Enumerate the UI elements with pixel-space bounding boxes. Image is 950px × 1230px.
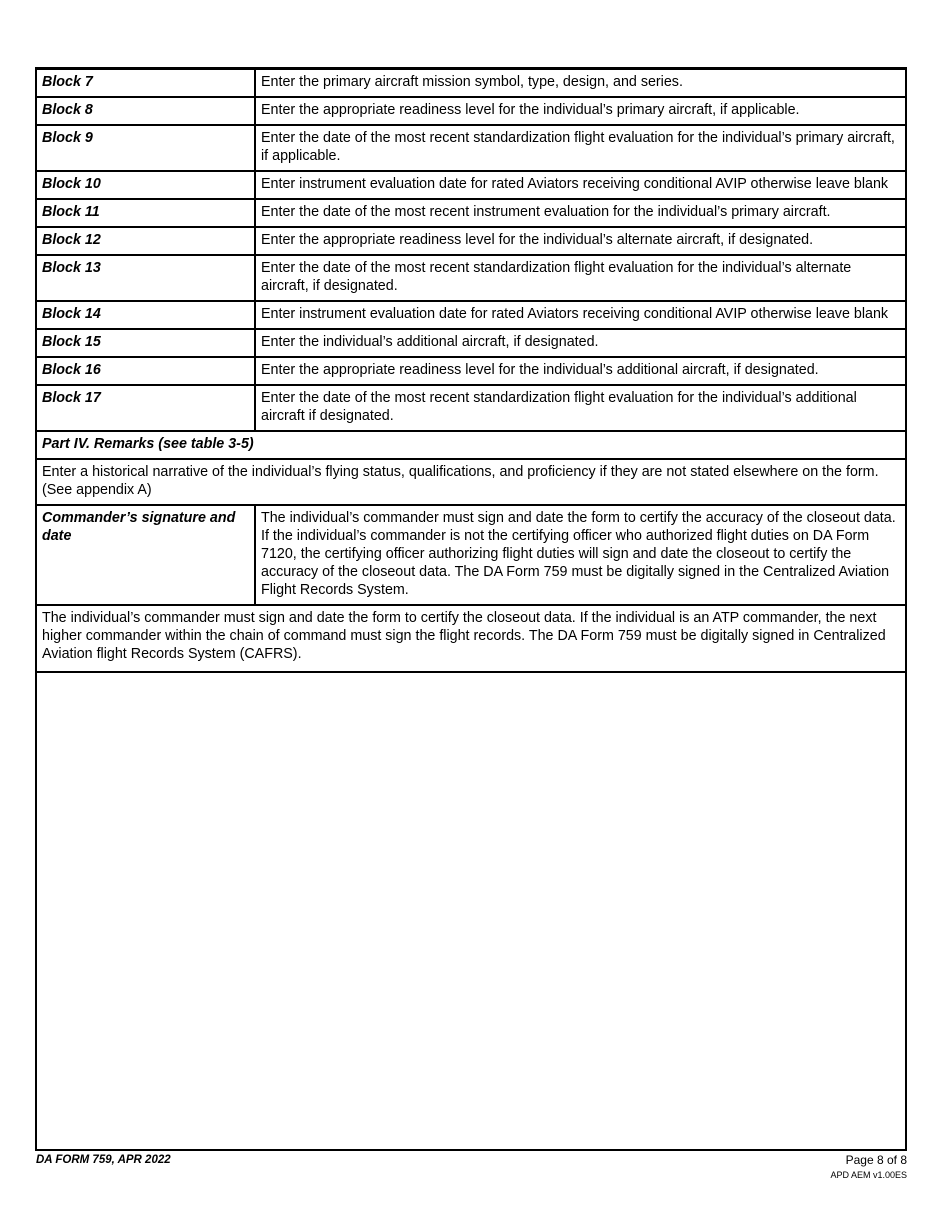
block-description: Enter the appropriate readiness level for the individual’s alternate aircraft, if designated. [255, 227, 905, 255]
block-label: Block 10 [37, 171, 255, 199]
commander-text: The individual’s commander must sign and date the form to certify the accuracy of the closeout data. If the individual’s commander is not the certifying officer who authorized flight duties on DA Form 7120, the certifying officer authorizing flight duties will sign and date the closeout to certify the accuracy of the closeout data. The DA Form 759 must be digitally signed in the Centralized Aviation Flight Records System. [255, 505, 905, 605]
block-label: Block 13 [37, 255, 255, 301]
block-description: Enter the individual’s additional aircraft, if designated. [255, 329, 905, 357]
block-row [37, 97, 905, 125]
block-label: Block 8 [37, 97, 255, 125]
instruction-rows-body [37, 70, 905, 672]
block-description: Enter the primary aircraft mission symbol, type, design, and series. [255, 70, 905, 97]
block-label: Block 9 [37, 125, 255, 171]
block-label: Block 17 [37, 385, 255, 431]
remarks-heading: Part IV. Remarks (see table 3-5) [37, 431, 905, 459]
block-label: Block 12 [37, 227, 255, 255]
block-label: Block 15 [37, 329, 255, 357]
block-row [37, 301, 905, 329]
block-label: Block 16 [37, 357, 255, 385]
remarks-text: Enter a historical narrative of the individual’s flying status, qualifications, and proficiency if they are not stated elsewhere on the form. (See appendix A) [37, 459, 905, 505]
block-description: Enter the date of the most recent standardization flight evaluation for the individual’s alternate aircraft, if designated. [255, 255, 905, 301]
version-label: APD AEM v1.00ES [830, 1170, 907, 1180]
block-row [37, 171, 905, 199]
commander-note: The individual’s commander must sign and date the form to certify the closeout data. If the individual is an ATP commander, the next higher commander within the chain of command must sign the flight records. The DA Form 759 must be digitally signed in Centralized Aviation flight Records System (CAFRS). [37, 605, 905, 672]
block-row [37, 70, 905, 97]
commander-label: Commander’s signature and date [37, 505, 255, 605]
instruction-rows [37, 70, 905, 673]
block-row [37, 385, 905, 431]
block-description: Enter the appropriate readiness level for the individual’s primary aircraft, if applicable. [255, 97, 905, 125]
remarks-text-row [37, 459, 905, 505]
instructions-table [35, 67, 907, 1151]
block-row [37, 255, 905, 301]
block-row [37, 329, 905, 357]
block-description: Enter instrument evaluation date for rated Aviators receiving conditional AVIP otherwise leave blank [255, 301, 905, 329]
block-description: Enter instrument evaluation date for rated Aviators receiving conditional AVIP otherwise leave blank [255, 171, 905, 199]
block-description: Enter the date of the most recent instrument evaluation for the individual’s primary aircraft. [255, 199, 905, 227]
block-description: Enter the date of the most recent standardization flight evaluation for the individual’s additional aircraft if designated. [255, 385, 905, 431]
block-row [37, 125, 905, 171]
commander-note-row [37, 605, 905, 672]
block-description: Enter the date of the most recent standardization flight evaluation for the individual’s primary aircraft, if applicable. [255, 125, 905, 171]
block-row [37, 227, 905, 255]
commander-row [37, 505, 905, 605]
block-label: Block 11 [37, 199, 255, 227]
page-number: Page 8 of 8 [845, 1153, 907, 1167]
remarks-heading-row [37, 431, 905, 459]
form-identifier: DA FORM 759, APR 2022 [36, 1154, 171, 1166]
block-row [37, 199, 905, 227]
block-label: Block 14 [37, 301, 255, 329]
block-label: Block 7 [37, 70, 255, 97]
block-row [37, 357, 905, 385]
block-description: Enter the appropriate readiness level for the individual’s additional aircraft, if designated. [255, 357, 905, 385]
